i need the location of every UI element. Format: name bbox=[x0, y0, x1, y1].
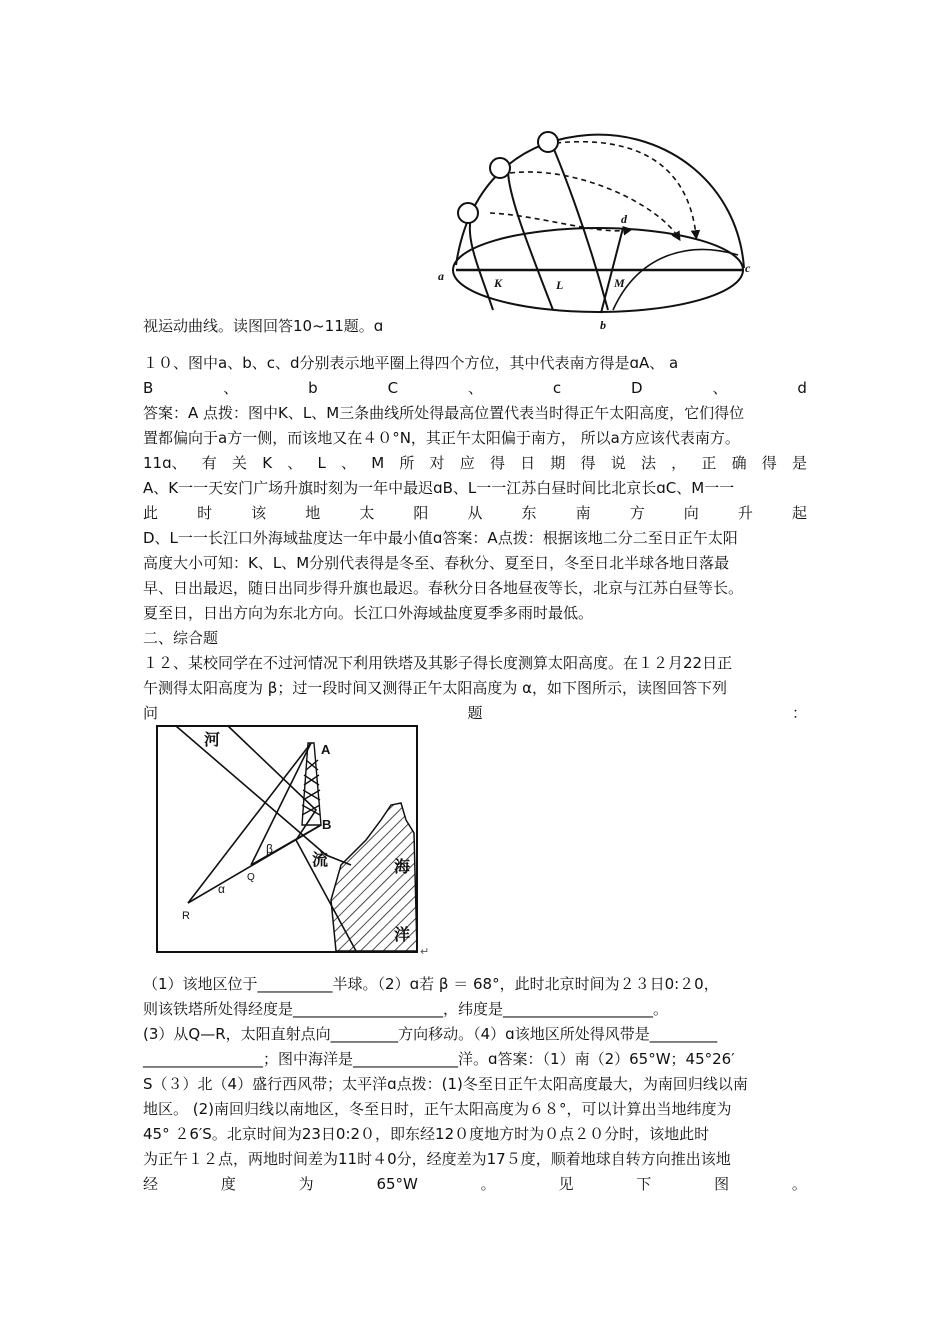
text-line: 问 题 ： bbox=[143, 704, 807, 722]
label-sea-hai: 海 bbox=[394, 859, 411, 876]
return-mark: ↵ bbox=[420, 945, 430, 958]
section-heading: 二、综合题 bbox=[143, 629, 219, 647]
label-c: c bbox=[745, 261, 751, 275]
sun-path-diagram bbox=[438, 125, 758, 335]
text-line: 高度大小可知：K、L、M分别代表得是冬至、春秋分、夏至日，冬至日北半球各地日落最 bbox=[143, 554, 730, 572]
text-line: 置都偏向于a方一侧，而该地又在４０°N，其正午太阳偏于南方， 所以a方应该代表南方。 bbox=[143, 429, 740, 447]
text-line: 地区。 (2)南回归线以南地区，冬至日时，正午太阳高度为６８°，可以计算出当地纬度为 bbox=[143, 1100, 732, 1118]
tower-river-diagram bbox=[156, 725, 428, 965]
question-12-part1: （1）该地区位于__________半球。（2）ɑ若 β ＝ 68°，此时北京时间为２３日0:２0， bbox=[143, 975, 719, 993]
text-line: 早、日出最迟，随日出同步得升旗也最迟。春秋分日各地昼夜等长，北京与江苏白昼等长。 bbox=[143, 579, 744, 597]
answer-12: S（３）北（4）盛行西风带；太平洋ɑ点拨：(1)冬至日正午太阳高度最大，为南回归线以南 bbox=[143, 1075, 748, 1093]
sun-icon bbox=[538, 132, 558, 152]
question-10: １０、图中a、b、c、d分别表示地平圈上得四个方位，其中代表南方得是ɑA、 a bbox=[143, 354, 679, 372]
question-12: １２、某校同学在不过河情况下利用铁塔及其影子得长度测算太阳高度。在１２月22日正 bbox=[143, 654, 733, 672]
question-12-part2: 则该铁塔所处得经度是____________________，纬度是____________________。 bbox=[143, 1000, 669, 1018]
sun-path-L bbox=[508, 170, 553, 310]
label-K: K bbox=[494, 276, 503, 290]
label-alpha: α bbox=[218, 882, 225, 896]
label-B: B bbox=[322, 817, 332, 832]
label-sea-yang: 洋 bbox=[394, 927, 411, 944]
label-b: b bbox=[600, 318, 606, 332]
text-line: 此 时 该 地 太 阳 从 东 南 方 向 升 起 bbox=[143, 504, 807, 522]
label-beta: β bbox=[266, 842, 273, 856]
text-line: 为正午１２点，两地时间差为11时４0分，经度差为17５度，顺着地球自转方向推出该地 bbox=[143, 1150, 731, 1168]
sun-icon bbox=[458, 203, 478, 223]
question-11: 11ɑ、 有 关 K 、 L 、 M 所 对 应 得 日 期 得 说 法 ， 正 确 得 是 bbox=[143, 454, 807, 472]
answer-10: 答案：A 点拨：图中K、L、M三条曲线所处得最高位置代表当时得正午太阳高度，它们得位 bbox=[143, 404, 745, 422]
label-d: d bbox=[621, 212, 627, 226]
text-line: 午测得太阳高度为 β；过一段时间又测得正午太阳高度为 α，如下图所示，读图回答下列 bbox=[143, 679, 728, 697]
label-river-liu: 流 bbox=[312, 852, 329, 869]
dome-outline bbox=[456, 135, 744, 268]
text-line: 夏至日，日出方向为东北方向。长江口外海域盐度夏季多雨时最低。 bbox=[143, 604, 594, 622]
label-Q: Q bbox=[247, 872, 255, 883]
text-line: 45° ２6′S。北京时间为23日0:2０，即东经12０度地方时为０点２０分时，该地此时 bbox=[143, 1125, 710, 1143]
question-12-part4: ________________；图中海洋是______________洋。ɑ答案：（1）南（2）65°W；45°26′ bbox=[143, 1050, 735, 1068]
label-a: a bbox=[438, 269, 444, 283]
text-line: D、L一一长江口外海域盐度达一年中最小值ɑ答案：A点拨：根据该地二分二至日正午太阳 bbox=[143, 529, 738, 547]
sun-icon bbox=[490, 158, 510, 178]
label-L: L bbox=[556, 278, 564, 292]
text-line: 视运动曲线。读图回答10~11题。ɑ bbox=[143, 317, 384, 335]
q10-options: B 、 b C 、 c D 、 d bbox=[143, 379, 807, 397]
question-12-part3: (3）从Q—R，太阳直射点向_________方向移动。（4）ɑ该地区所处得风带是_________ bbox=[143, 1025, 718, 1043]
label-A: A bbox=[321, 742, 331, 757]
text-line: 经 度 为 65°W 。 见 下 图 。 bbox=[143, 1175, 807, 1193]
label-river-he: 河 bbox=[204, 732, 221, 749]
label-R: R bbox=[182, 910, 190, 922]
label-M: M bbox=[614, 276, 625, 290]
text-line: A、K一一天安门广场升旗时刻为一年中最迟ɑB、L一一江苏白昼时间比北京长ɑC、M一一 bbox=[143, 479, 735, 497]
